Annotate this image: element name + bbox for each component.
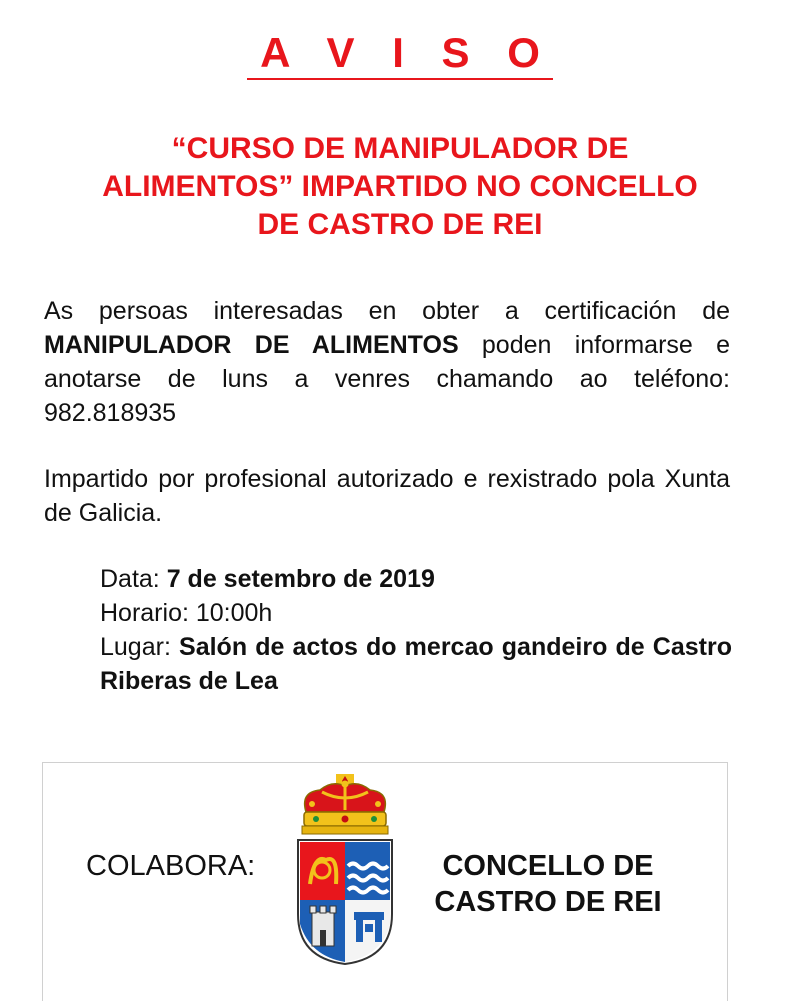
event-details [100,562,732,698]
date-value: 7 de setembro de 2019 [166,565,435,593]
time-row: Horario: 10:00h [100,599,273,627]
place-row [100,630,732,698]
course-title-line-2: ALIMENTOS” IMPARTIDO NO CONCELLO [102,170,698,203]
place-label: Lugar: [100,633,180,661]
info-intro: As persoas interesadas en obter a certificación de [44,297,730,325]
info-contact: poden informarse e anotarse de luns a venres chamando ao teléfono: 982.818935 [44,331,730,427]
authorization-paragraph: Impartido por profesional autorizado e rexistrado pola Xunta de Galicia. [44,465,730,527]
course-title-line-1: “CURSO DE MANIPULADOR DE [171,132,629,165]
course-title-line-3: DE CASTRO DE REI [257,208,543,241]
organization-line-1: CONCELLO DE [442,850,654,882]
organization-line-2: CASTRO DE REI [434,886,662,918]
date-label: Data: [100,565,167,593]
crown-icon [302,774,388,834]
info-paragraph [44,294,730,430]
certification-name: MANIPULADOR DE ALIMENTOS [44,331,459,359]
date-row [100,562,732,596]
organization-name [430,848,666,920]
aviso-title: A V I S O [247,30,553,80]
collaborator-label: COLABORA: [86,850,256,882]
shield-icon [298,840,392,964]
course-title [40,130,760,244]
notice-heading [0,30,800,80]
coat-of-arms-icon [292,774,398,966]
place-value: Salón de actos do mercao gandeiro de Castro Riberas de Lea [100,633,732,695]
